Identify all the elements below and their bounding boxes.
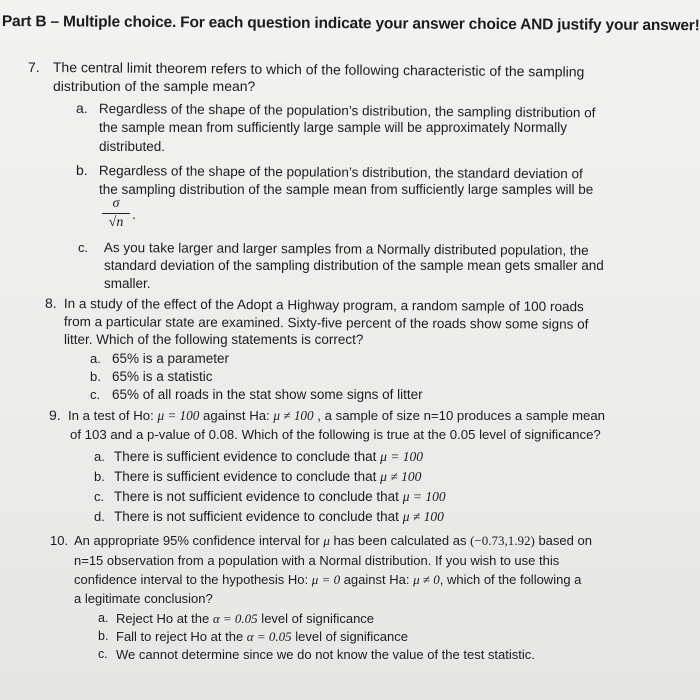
q8-stem-line1: In a study of the effect of the Adopt a Highway program, a random sample of 100 roads xyxy=(63,295,584,315)
fraction-bar xyxy=(102,213,130,214)
sigma-over-root-n-fraction xyxy=(102,197,130,230)
q10-null-hypothesis: μ = 0 xyxy=(311,572,341,587)
q7-option-c-line1: As you take larger and larger samples from a Normally distributed population, the xyxy=(103,239,589,258)
q9-option-d-math: μ ≠ 100 xyxy=(402,509,444,524)
q7-option-b-line2: the sampling distribution of the sample mean from sufficiently large samples will be xyxy=(99,182,594,197)
q7-option-a-line3: distributed. xyxy=(99,139,166,154)
fraction-denominator: √n xyxy=(108,215,124,230)
q8-stem-line2: from a particular state are examined. Sixty-five percent of the roads show some signs of xyxy=(63,313,589,332)
q10-stem-text-e: against Ha: xyxy=(340,572,414,587)
q7-stem-line1: The central limit theorem refers to which of the following characteristic of the sampling xyxy=(52,58,585,80)
q8-option-a-text: 65% is a parameter xyxy=(112,351,230,366)
q10-stem-text-f: , which of the following a xyxy=(439,572,582,587)
q10-option-a-text xyxy=(116,609,374,628)
q9-option-d-letter: d. xyxy=(94,509,105,524)
q9-stem-text-b: against Ha: xyxy=(199,408,274,423)
q10-option-b-text xyxy=(116,627,408,646)
q7-option-a-letter: a. xyxy=(76,100,88,116)
q9-option-b-letter: b. xyxy=(94,469,105,484)
q10-mu: μ xyxy=(323,533,330,548)
q10-option-b-pre: Fall to reject Ho at the xyxy=(116,629,247,644)
q9-number: 9. xyxy=(49,407,61,423)
q8-option-b-letter: b. xyxy=(90,369,101,384)
fraction-period: . xyxy=(132,206,136,222)
q9-option-d-words: There is not sufficient evidence to conclude that xyxy=(114,509,403,524)
q10-option-b-letter: b. xyxy=(98,629,109,643)
fraction-numerator: σ xyxy=(112,196,120,211)
q10-stem-line1 xyxy=(74,531,592,550)
q9-alt-hypothesis: μ ≠ 100 xyxy=(273,408,314,423)
q10-option-a-pre: Reject Ho at the xyxy=(116,611,213,626)
q10-confidence-interval: (−0.73,1.92) xyxy=(470,533,535,548)
q9-option-d-text xyxy=(114,507,444,526)
q9-stem-line1 xyxy=(68,406,605,425)
q10-stem-text-d: confidence interval to the hypothesis Ho: xyxy=(74,572,312,587)
q9-stem-line2: of 103 and a p-value of 0.08. Which of the following is true at the 0.05 level of significance? xyxy=(70,427,601,442)
q10-option-a-alpha: α = 0.05 xyxy=(212,611,258,626)
q10-option-b-post: level of significance xyxy=(291,629,408,644)
q9-stem-text-a: In a test of Ho: xyxy=(68,408,158,423)
q8-option-c-letter: c. xyxy=(90,387,101,402)
q10-stem-line4: a legitimate conclusion? xyxy=(74,591,213,606)
q10-stem-text-c: based on xyxy=(534,533,592,548)
q10-stem-line2: n=15 observation from a population with a Normal distribution. If you wish to use this xyxy=(74,553,560,568)
q8-option-a-letter: a. xyxy=(90,351,101,366)
q10-option-a-post: level of significance xyxy=(257,611,375,626)
q7-option-c-line2: standard deviation of the sampling distribution of the sample mean gets smaller and xyxy=(104,258,604,273)
q8-stem-line3: litter. Which of the following statements is correct? xyxy=(64,332,364,347)
q7-stem-line2: distribution of the sample mean? xyxy=(53,78,256,94)
q10-stem-text-b: has been calculated as xyxy=(329,533,471,548)
q9-option-a-text xyxy=(114,447,423,466)
q10-option-a-letter: a. xyxy=(98,611,109,625)
q7-number: 7. xyxy=(28,59,40,75)
q10-stem-line3 xyxy=(74,570,581,589)
q9-option-b-words: There is sufficient evidence to conclude that xyxy=(114,469,381,484)
q9-option-c-letter: c. xyxy=(94,489,105,504)
q8-option-c-text: 65% of all roads in the stat show some signs of litter xyxy=(112,387,423,402)
q10-alt-hypothesis: μ ≠ 0 xyxy=(413,572,440,587)
section-header: Part B – Multiple choice. For each question indicate your answer choice AND justify your answer! xyxy=(1,13,700,35)
q8-option-b-text: 65% is a statistic xyxy=(112,369,213,384)
q7-option-a-line1: Regardless of the shape of the population’s distribution, the sampling distribution of xyxy=(98,100,596,121)
q7-option-b-letter: b. xyxy=(76,162,88,178)
q9-option-a-math: μ = 100 xyxy=(380,449,424,464)
q10-stem-text-a: An appropriate 95% confidence interval for xyxy=(74,533,324,548)
q7-option-b-line1: Regardless of the shape of the population’s distribution, the standard deviation of xyxy=(98,162,583,182)
q9-option-a-words: There is sufficient evidence to conclude that xyxy=(114,449,381,464)
q9-null-hypothesis: μ = 100 xyxy=(157,408,200,423)
q10-option-c-text: We cannot determine since we do not know the value of the test statistic. xyxy=(116,647,535,662)
q7-option-c-letter: c. xyxy=(78,240,89,255)
q8-number: 8. xyxy=(45,295,57,311)
q10-option-b-alpha: α = 0.05 xyxy=(246,629,292,644)
q10-option-c-letter: c. xyxy=(98,647,108,661)
q9-stem-text-c: , a sample of size n=10 produces a sample mean xyxy=(313,408,606,423)
q9-option-c-math: μ = 100 xyxy=(402,489,446,504)
q9-option-b-text xyxy=(114,467,421,486)
q7-option-a-line2: the sample mean from sufficiently large sample will be approximately Normally xyxy=(99,120,567,135)
q7-option-c-line3: smaller. xyxy=(104,276,151,291)
q9-option-a-letter: a. xyxy=(94,449,105,464)
q9-option-b-math: μ ≠ 100 xyxy=(380,469,422,484)
q10-number: 10. xyxy=(50,533,69,548)
q9-option-c-text xyxy=(114,487,446,506)
q9-option-c-words: There is not sufficient evidence to conclude that xyxy=(114,489,403,504)
